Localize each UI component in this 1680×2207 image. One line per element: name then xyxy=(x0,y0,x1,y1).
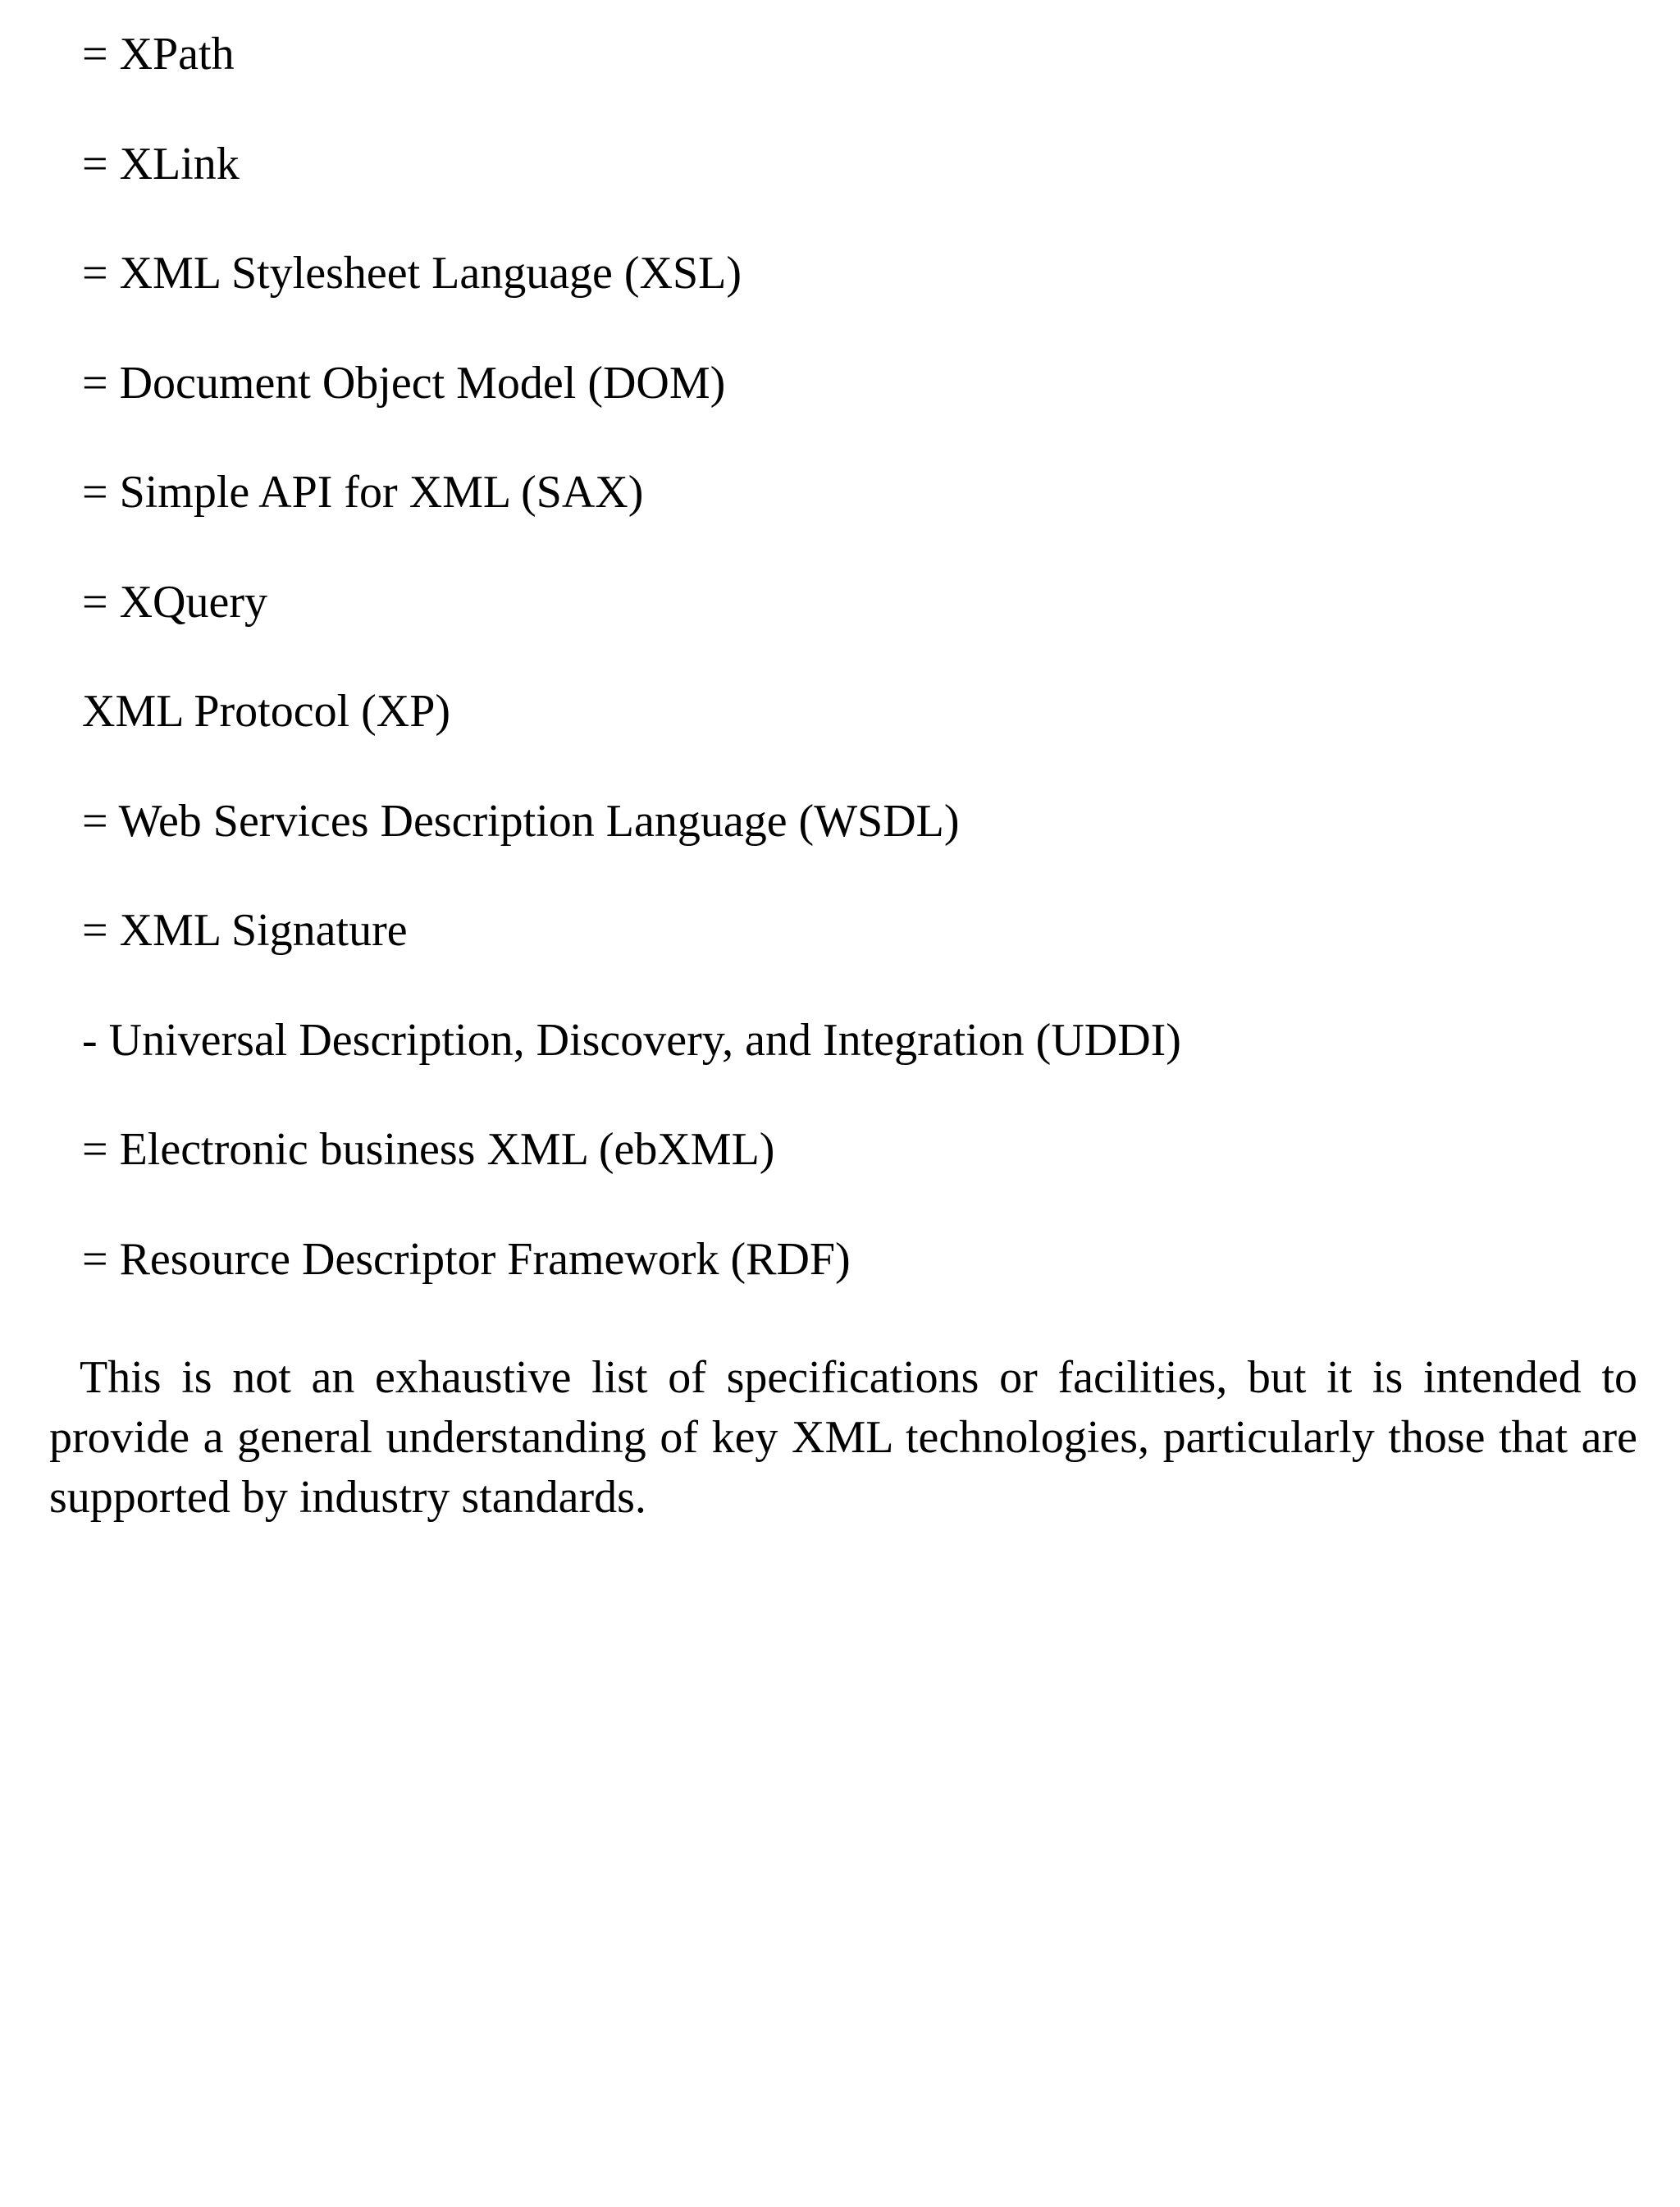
xml-technologies-list xyxy=(82,31,1608,1346)
list-item: = XLink xyxy=(82,138,240,190)
list-item: = Resource Descriptor Framework (RDF) xyxy=(82,1233,851,1285)
list-item: XML Protocol (XP) xyxy=(82,686,451,737)
closing-paragraph: This is not an exhaustive list of specifications or facilities, but it is intended to provide a general understanding of key XML technologies, particularly those that are supported by industry standards. xyxy=(49,1352,1637,1523)
list-item: = Web Services Description Language (WSDL) xyxy=(82,795,960,847)
list-item: = Electronic business XML (ebXML) xyxy=(82,1124,775,1175)
list-item: = XML Signature xyxy=(82,905,408,956)
list-item: = Simple API for XML (SAX) xyxy=(82,467,644,518)
list-item: = Document Object Model (DOM) xyxy=(82,357,726,409)
list-item: = XPath xyxy=(82,29,235,80)
list-item: = XQuery xyxy=(82,576,267,628)
list-item: - Universal Description, Discovery, and Integration (UDDI) xyxy=(82,1014,1181,1066)
list-item: = XML Stylesheet Language (XSL) xyxy=(82,248,742,299)
